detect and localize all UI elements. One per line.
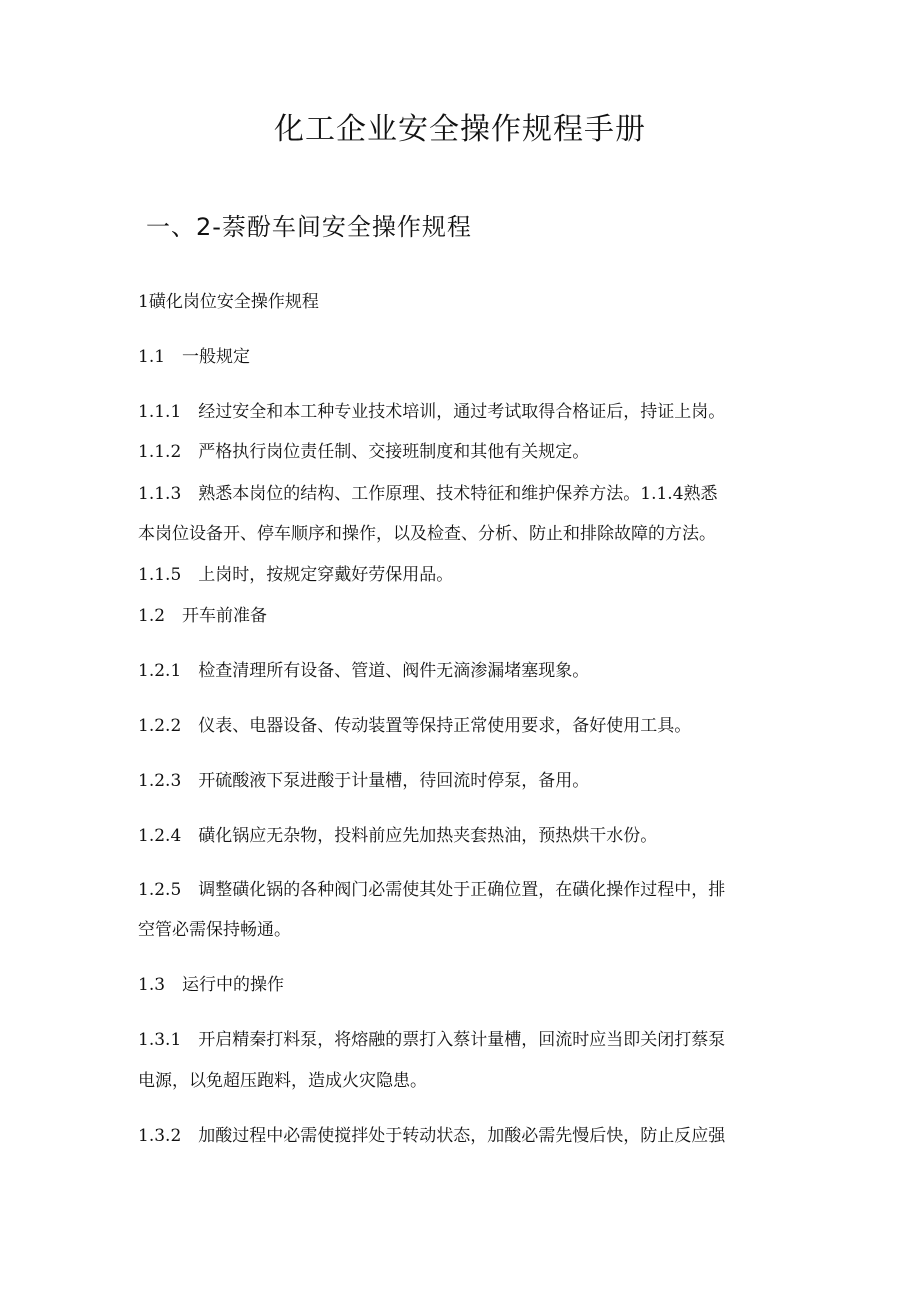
- clause-text: 1.1.1 经过安全和本工种专业技术培训，通过考试取得合格证后，持证上岗。: [138, 402, 726, 422]
- clause-text: 1.2.5 调整磺化锅的各种阀门必需使其处于正确位置，在磺化操作过程中，排: [138, 880, 726, 900]
- clause-text: 1.3.2 加酸过程中必需使搅拌处于转动状态，加酸必需先慢后快，防止反应强: [138, 1126, 726, 1146]
- clause-heading: 1.2 开车前准备: [138, 606, 268, 626]
- clause-text: 1.1.3 熟悉本岗位的结构、工作原理、技术特征和维护保养方法。1.1.4熟悉: [138, 484, 718, 504]
- subsection-heading: 1磺化岗位安全操作规程: [138, 292, 319, 312]
- clause-text: 本岗位设备开、停车顺序和操作，以及检查、分析、防止和排除故障的方法。: [138, 524, 716, 544]
- clause-heading: 1.3 运行中的操作: [138, 975, 285, 995]
- clause-text: 1.2.3 开硫酸液下泵进酸于计量槽，待回流时停泵，备用。: [138, 771, 590, 791]
- clause-text: 电源，以免超压跑料，造成火灾隐患。: [138, 1071, 427, 1091]
- clause-text: 1.1.5 上岗时，按规定穿戴好劳保用品。: [138, 565, 454, 585]
- clause-heading: 1.1 一般规定: [138, 347, 251, 367]
- clause-text: 1.1.2 严格执行岗位责任制、交接班制度和其他有关规定。: [138, 442, 590, 462]
- document-title: 化工企业安全操作规程手册: [274, 112, 646, 147]
- clause-text: 空管必需保持畅通。: [138, 920, 291, 940]
- clause-text: 1.2.1 检查清理所有设备、管道、阀件无滴渗漏堵塞现象。: [138, 661, 590, 681]
- section-heading: 一、2-萘酚车间安全操作规程: [146, 213, 472, 241]
- clause-text: 1.3.1 开启精秦打料泵，将熔融的票打入蔡计量槽，回流时应当即关闭打蔡泵: [138, 1030, 726, 1050]
- clause-text: 1.2.4 磺化锅应无杂物，投料前应先加热夹套热油，预热烘干水份。: [138, 826, 658, 846]
- clause-text: 1.2.2 仪表、电器设备、传动装置等保持正常使用要求，备好使用工具。: [138, 716, 692, 736]
